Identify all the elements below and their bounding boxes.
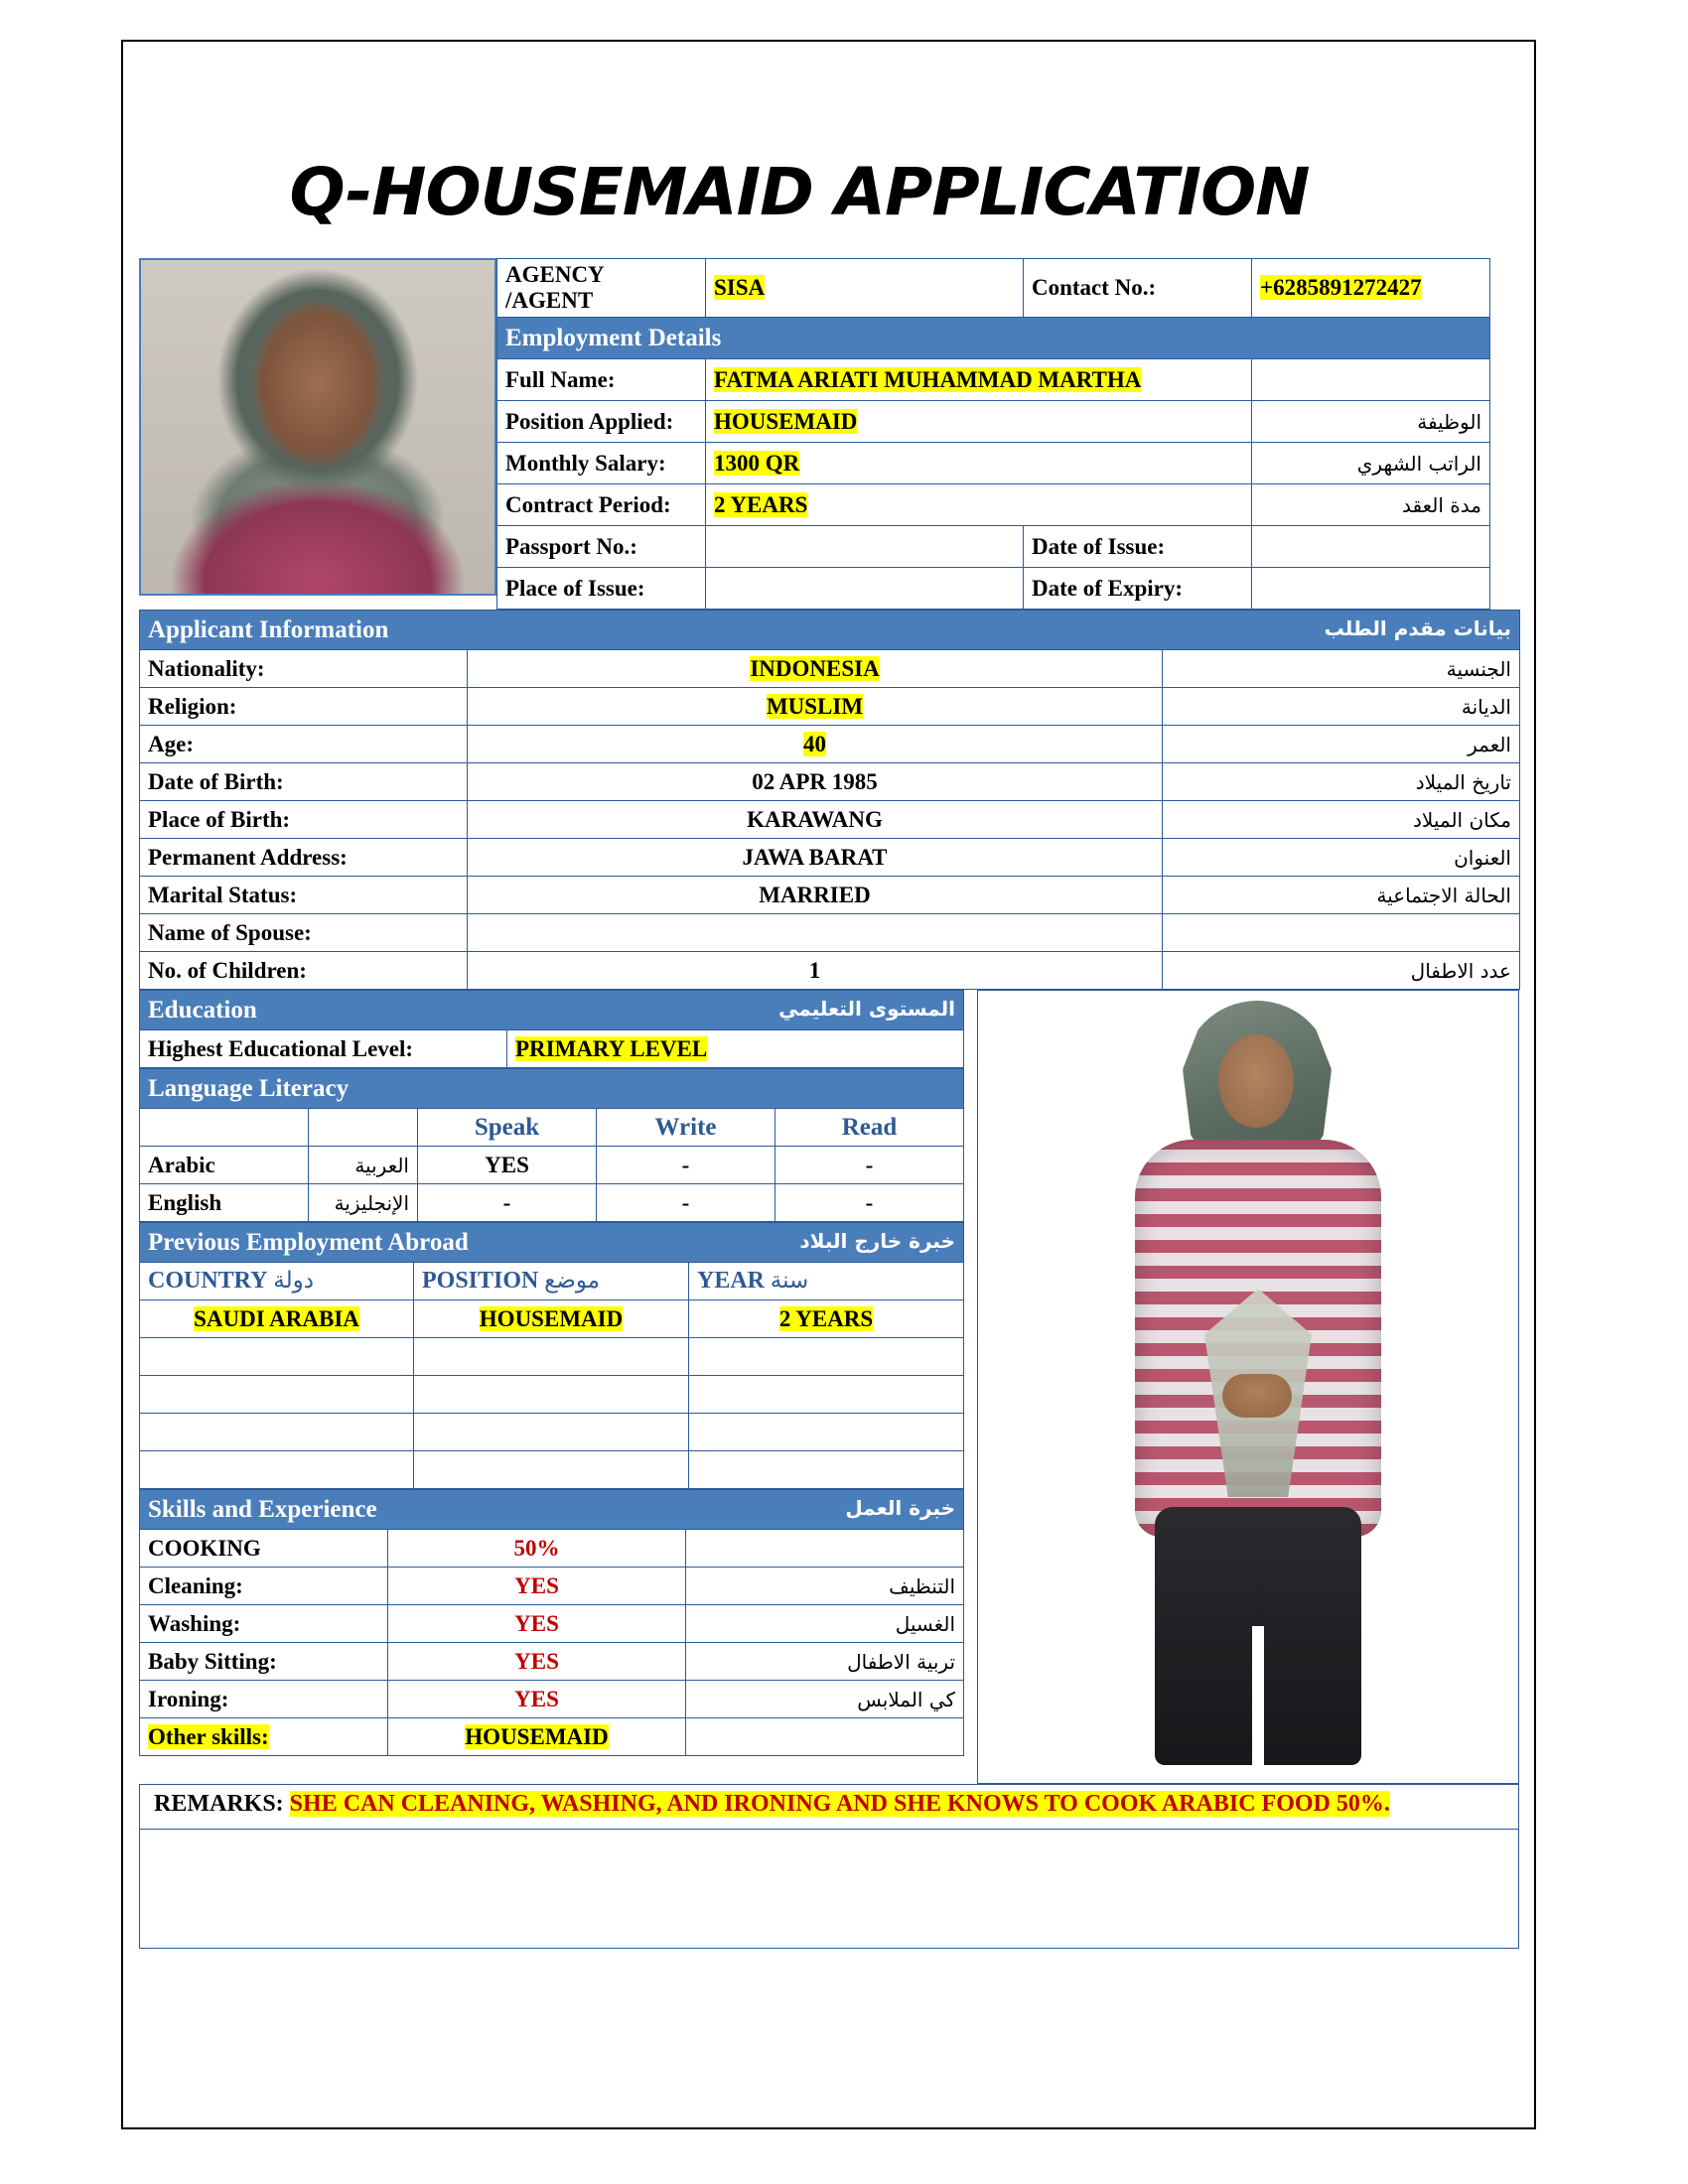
passport-value: [706, 526, 1024, 568]
skill-cleaning-arabic: التنظيف: [686, 1568, 964, 1605]
previous-employment-section-title-text: Previous Employment Abroad: [148, 1228, 469, 1256]
place-of-birth-value: KARAWANG: [468, 801, 1163, 839]
skill-cooking-arabic: [686, 1530, 964, 1568]
skill-baby-sitting-label: Baby Sitting:: [140, 1643, 388, 1681]
table-row-language-english: [140, 1184, 964, 1222]
table-row-skills-header: [140, 1490, 964, 1530]
leg-gap-shape: [1252, 1626, 1264, 1765]
table-row-skill-washing: [140, 1605, 964, 1643]
prev-emp-row0-position-cell: [414, 1300, 689, 1338]
permanent-address-value: JAWA BARAT: [468, 839, 1163, 877]
previous-employment-table: [139, 1222, 964, 1489]
table-row-position-applied: [497, 401, 1490, 443]
position-applied-value-cell: [706, 401, 1252, 443]
skill-other-label-cell: [140, 1718, 388, 1756]
agency-label: [497, 259, 706, 318]
language-arabic-write: -: [597, 1147, 775, 1184]
date-of-birth-value: 02 APR 1985: [468, 763, 1163, 801]
skill-cooking-label: COOKING: [140, 1530, 388, 1568]
language-english-write: -: [597, 1184, 775, 1222]
education-level-value-cell: [507, 1030, 964, 1068]
prev-emp-row3-position: [414, 1414, 689, 1451]
language-arabic-native: العربية: [309, 1147, 418, 1184]
skills-and-experience-table: [139, 1489, 964, 1756]
agency-value: SISA: [714, 275, 766, 300]
table-row-name-of-spouse: [140, 914, 1520, 952]
hands-shape: [1222, 1374, 1292, 1418]
remarks-label: REMARKS:: [154, 1791, 284, 1817]
prev-emp-col-country: [140, 1263, 414, 1300]
table-row-prev-emp-header: [140, 1223, 964, 1263]
religion-value: MUSLIM: [766, 693, 864, 719]
skill-washing-value: YES: [388, 1605, 686, 1643]
prev-emp-row0-country-cell: [140, 1300, 414, 1338]
name-of-spouse-value: [468, 914, 1163, 952]
table-row-date-of-birth: [140, 763, 1520, 801]
table-row: [140, 1451, 964, 1489]
nationality-label: Nationality:: [140, 650, 468, 688]
table-row-language-columns: [140, 1109, 964, 1147]
table-row-applicant-header: [140, 611, 1520, 650]
table-row-nationality: [140, 650, 1520, 688]
passport-label: Passport No.:: [497, 526, 706, 568]
skill-baby-sitting-value: YES: [388, 1643, 686, 1681]
date-of-birth-label: Date of Birth:: [140, 763, 468, 801]
table-row-full-name: [497, 359, 1490, 401]
skill-other-value-cell: [388, 1718, 686, 1756]
nationality-value: INDONESIA: [750, 655, 880, 681]
agency-value-cell: [706, 259, 1024, 318]
skill-cleaning-value: YES: [388, 1568, 686, 1605]
monthly-salary-value: 1300 QR: [714, 450, 800, 476]
monthly-salary-label: Monthly Salary:: [497, 443, 706, 484]
skill-other-arabic: [686, 1718, 964, 1756]
table-row-skill-ironing: [140, 1681, 964, 1718]
fullbody-image: [978, 991, 1518, 1783]
permanent-address-label: Permanent Address:: [140, 839, 468, 877]
monthly-salary-value-cell: [706, 443, 1252, 484]
religion-value-cell: [468, 688, 1163, 726]
date-of-issue-value: [1252, 526, 1490, 568]
skill-cooking-value: 50%: [388, 1530, 686, 1568]
language-section-title: Language Literacy: [140, 1069, 964, 1109]
table-row-language-header: [140, 1069, 964, 1109]
table-row-contract-period: [497, 484, 1490, 526]
language-literacy-table: [139, 1068, 964, 1222]
contact-value-cell: [1252, 259, 1490, 318]
skills-section-title-text: Skills and Experience: [148, 1495, 377, 1523]
name-of-spouse-arabic: [1163, 914, 1520, 952]
table-row-place-of-issue: [497, 568, 1490, 610]
skill-ironing-value: YES: [388, 1681, 686, 1718]
applicant-section-title-text: Applicant Information: [148, 615, 389, 643]
table-row-skill-cooking: [140, 1530, 964, 1568]
table-row-skill-other: [140, 1718, 964, 1756]
skill-washing-label: Washing:: [140, 1605, 388, 1643]
contract-period-arabic: مدة العقد: [1252, 484, 1490, 526]
religion-arabic: الديانة: [1163, 688, 1520, 726]
prev-emp-row0-year: 2 YEARS: [778, 1305, 874, 1331]
applicant-section-title-arabic: بيانات مقدم الطلب: [1324, 615, 1511, 640]
table-row-monthly-salary: [497, 443, 1490, 484]
marital-status-label: Marital Status:: [140, 877, 468, 914]
previous-employment-section-title: [140, 1223, 964, 1263]
date-of-expiry-value: [1252, 568, 1490, 610]
position-applied-arabic: الوظيفة: [1252, 401, 1490, 443]
language-english-speak: -: [418, 1184, 597, 1222]
prev-emp-row1-country: [140, 1338, 414, 1376]
table-row-skill-baby-sitting: [140, 1643, 964, 1681]
place-of-birth-arabic: مكان الميلاد: [1163, 801, 1520, 839]
prev-emp-row4-year: [689, 1451, 964, 1489]
language-english-read: -: [775, 1184, 964, 1222]
language-english-name: English: [140, 1184, 309, 1222]
table-row-marital-status: [140, 877, 1520, 914]
left-column: [139, 990, 963, 1784]
prev-emp-col-year-en: YEAR: [697, 1268, 766, 1294]
prev-emp-row0-country: SAUDI ARABIA: [194, 1305, 359, 1331]
portrait-image: [141, 260, 494, 594]
remarks-empty-area: [139, 1830, 1519, 1949]
header-row: [139, 258, 1519, 610]
age-label: Age:: [140, 726, 468, 763]
agency-label-line2: /AGENT: [505, 288, 594, 313]
skill-ironing-label: Ironing:: [140, 1681, 388, 1718]
contract-period-value-cell: [706, 484, 1252, 526]
skill-baby-sitting-arabic: تربية الاطفال: [686, 1643, 964, 1681]
skills-section-title-arabic: خبرة العمل: [845, 1495, 956, 1520]
date-of-birth-arabic: تاريخ الميلاد: [1163, 763, 1520, 801]
full-name-value-cell: [706, 359, 1252, 401]
permanent-address-arabic: العنوان: [1163, 839, 1520, 877]
prev-emp-row0-year-cell: [689, 1300, 964, 1338]
employment-section-title: Employment Details: [497, 318, 1490, 359]
prev-emp-row4-country: [140, 1451, 414, 1489]
applicant-fullbody-photo: [977, 990, 1519, 1784]
age-value: 40: [803, 731, 826, 756]
document-content: [139, 60, 1519, 1949]
education-table: [139, 990, 964, 1068]
language-col-blank2: [309, 1109, 418, 1147]
table-row-permanent-address: [140, 839, 1520, 877]
date-of-expiry-label: Date of Expiry:: [1024, 568, 1252, 610]
table-row-no-of-children: [140, 952, 1520, 990]
language-col-blank1: [140, 1109, 309, 1147]
previous-employment-section-title-arabic: خبرة خارج البلاد: [799, 1228, 955, 1253]
table-row: [140, 1338, 964, 1376]
no-of-children-arabic: عدد الاطفال: [1163, 952, 1520, 990]
position-applied-value: HOUSEMAID: [714, 408, 858, 434]
language-arabic-read: -: [775, 1147, 964, 1184]
language-col-read: Read: [775, 1109, 964, 1147]
full-name-arabic: [1252, 359, 1490, 401]
contract-period-label: Contract Period:: [497, 484, 706, 526]
prev-emp-row1-position: [414, 1338, 689, 1376]
date-of-issue-label: Date of Issue:: [1024, 526, 1252, 568]
table-row: [140, 1414, 964, 1451]
nationality-arabic: الجنسية: [1163, 650, 1520, 688]
prev-emp-row2-year: [689, 1376, 964, 1414]
prev-emp-row2-country: [140, 1376, 414, 1414]
prev-emp-row0-position: HOUSEMAID: [479, 1305, 624, 1331]
table-row-employment-header: [497, 318, 1490, 359]
skill-cleaning-label: Cleaning:: [140, 1568, 388, 1605]
face-shape: [1218, 1034, 1294, 1128]
prev-emp-col-country-en: COUNTRY: [148, 1268, 268, 1294]
no-of-children-value: 1: [468, 952, 1163, 990]
table-row-age: [140, 726, 1520, 763]
table-row-religion: [140, 688, 1520, 726]
name-of-spouse-label: Name of Spouse:: [140, 914, 468, 952]
education-level-label: Highest Educational Level:: [140, 1030, 507, 1068]
prev-emp-col-year-ar: سنة: [770, 1268, 809, 1293]
age-value-cell: [468, 726, 1163, 763]
language-arabic-name: Arabic: [140, 1147, 309, 1184]
place-of-issue-value: [706, 568, 1024, 610]
employment-details-table: [496, 258, 1490, 610]
table-row-agency: [497, 259, 1490, 318]
applicant-section-title: [140, 611, 1520, 650]
education-section-title-text: Education: [148, 996, 257, 1024]
applicant-information-table: [139, 610, 1520, 990]
remarks-text: SHE CAN CLEANING, WASHING, AND IRONING AND SHE KNOWS TO COOK ARABIC FOOD 50%.: [289, 1791, 1390, 1817]
education-section-title-arabic: المستوى التعليمي: [778, 996, 955, 1021]
religion-label: Religion:: [140, 688, 468, 726]
position-applied-label: Position Applied:: [497, 401, 706, 443]
table-row-language-arabic: [140, 1147, 964, 1184]
place-of-issue-label: Place of Issue:: [497, 568, 706, 610]
marital-status-value: MARRIED: [468, 877, 1163, 914]
prev-emp-col-position-ar: موضع: [544, 1268, 601, 1293]
table-row-education-level: [140, 1030, 964, 1068]
table-row: [140, 1376, 964, 1414]
remarks-row: [139, 1784, 1519, 1830]
skills-section-title: [140, 1490, 964, 1530]
prev-emp-col-position-en: POSITION: [422, 1268, 539, 1294]
prev-emp-col-position: [414, 1263, 689, 1300]
table-row-education-header: [140, 991, 964, 1030]
education-section-title: [140, 991, 964, 1030]
skill-other-value: HOUSEMAID: [465, 1723, 609, 1749]
table-row-passport: [497, 526, 1490, 568]
prev-emp-row4-position: [414, 1451, 689, 1489]
prev-emp-row3-country: [140, 1414, 414, 1451]
full-name-label: Full Name:: [497, 359, 706, 401]
nationality-value-cell: [468, 650, 1163, 688]
table-row-skill-cleaning: [140, 1568, 964, 1605]
full-name-value: FATMA ARIATI MUHAMMAD MARTHA: [714, 366, 1142, 392]
table-row-prev-emp-columns: [140, 1263, 964, 1300]
place-of-birth-label: Place of Birth:: [140, 801, 468, 839]
skill-washing-arabic: الغسيل: [686, 1605, 964, 1643]
prev-emp-row1-year: [689, 1338, 964, 1376]
language-col-write: Write: [597, 1109, 775, 1147]
language-english-native: الإنجليزية: [309, 1184, 418, 1222]
education-level-value: PRIMARY LEVEL: [515, 1035, 708, 1061]
age-arabic: العمر: [1163, 726, 1520, 763]
marital-status-arabic: الحالة الاجتماعية: [1163, 877, 1520, 914]
language-arabic-speak: YES: [418, 1147, 597, 1184]
prev-emp-row3-year: [689, 1414, 964, 1451]
agency-label-line1: AGENCY: [505, 262, 605, 287]
skill-other-label: Other skills:: [148, 1723, 269, 1749]
table-row: [140, 1300, 964, 1338]
mid-section: [139, 990, 1519, 1784]
no-of-children-label: No. of Children:: [140, 952, 468, 990]
table-row-place-of-birth: [140, 801, 1520, 839]
prev-emp-col-year: [689, 1263, 964, 1300]
prev-emp-row2-position: [414, 1376, 689, 1414]
applicant-portrait-photo: [139, 258, 496, 596]
contact-value: +6285891272427: [1260, 275, 1422, 300]
contact-label: Contact No.:: [1024, 259, 1252, 318]
language-col-speak: Speak: [418, 1109, 597, 1147]
page-title: Q-HOUSEMAID APPLICATION: [289, 154, 1310, 230]
prev-emp-col-country-ar: دولة: [273, 1268, 314, 1293]
contract-period-value: 2 YEARS: [714, 491, 808, 517]
monthly-salary-arabic: الراتب الشهري: [1252, 443, 1490, 484]
skill-ironing-arabic: كي الملابس: [686, 1681, 964, 1718]
